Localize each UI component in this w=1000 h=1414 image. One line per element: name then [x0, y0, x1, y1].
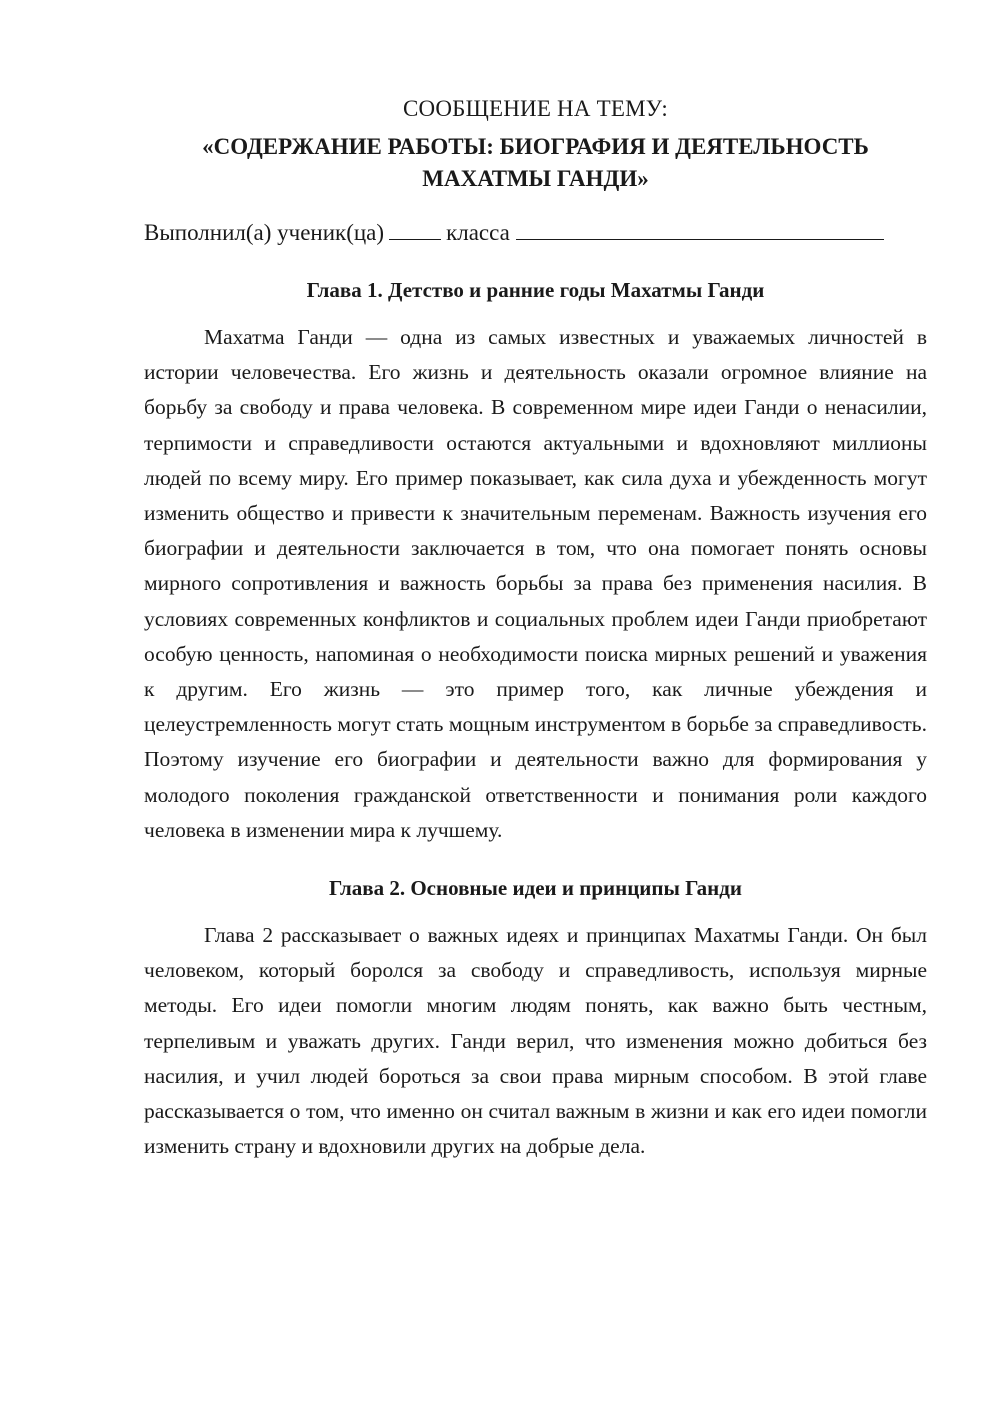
grade-blank[interactable] [389, 219, 441, 240]
chapter-2-paragraph: Глава 2 рассказывает о важных идеях и принципах Махатмы Ганди. Он был человеком, который боролся за свободу и справедливость, используя мирные методы. Его идеи помогли многим людям понять, как важно быть честным, терпеливым и уважать других. Ганди верил, что изменения можно добиться без насилия, и учил людей бороться за свои права мирным способом. В этой главе рассказывается о том, что именно он считал важным в жизни и как его идеи помогли изменить страну и вдохновили других на добрые дела. [144, 923, 927, 1159]
chapter-1-title: Глава 1. Детство и ранние годы Махатмы Ганди [306, 278, 765, 302]
performer-line [144, 216, 927, 250]
document-title-line-2: МАХАТМЫ ГАНДИ» [422, 166, 649, 191]
document-title-line-1: «СОДЕРЖАНИЕ РАБОТЫ: БИОГРАФИЯ И ДЕЯТЕЛЬНОСТЬ [202, 134, 869, 159]
document-heading: СООБЩЕНИЕ НА ТЕМУ: [403, 96, 668, 121]
class-label: класса [446, 220, 510, 245]
performer-label: Выполнил(а) ученик(ца) [144, 220, 385, 245]
name-blank[interactable] [516, 219, 884, 240]
chapter-2-title: Глава 2. Основные идеи и принципы Ганди [328, 876, 742, 901]
chapter-1-paragraph: Махатма Ганди — одна из самых известных и уважаемых личностей в истории человечества. Его жизнь и деятельность оказали огромное влияние на борьбу за свободу и права человека. В современном мире идеи Ганди о ненасилии, терпимости и справедливости остаются актуальными и вдохновляют миллионы людей по всему миру. Его пример показывает, как сила духа и убежденность могут изменить общество и привести к значительным переменам. Важность изучения его биографии и деятельности заключается в том, что она помогает понять основы мирного сопротивления и важность борьбы за права без применения насилия. В условиях современных конфликтов и социальных проблем идеи Ганди приобретают особую ценность, напоминая о необходимости поиска мирных решений и уважения к другим. Его жизнь — это пример того, как личные убеждения и целеустремленность могут стать мощным инструментом в борьбе за справедливость. Поэтому изучение его биографии и деятельности важно для формирования у молодого поколения гражданской ответственности и понимания роли каждого человека в изменении мира к лучшему. [144, 325, 927, 842]
document-page [144, 92, 927, 1164]
